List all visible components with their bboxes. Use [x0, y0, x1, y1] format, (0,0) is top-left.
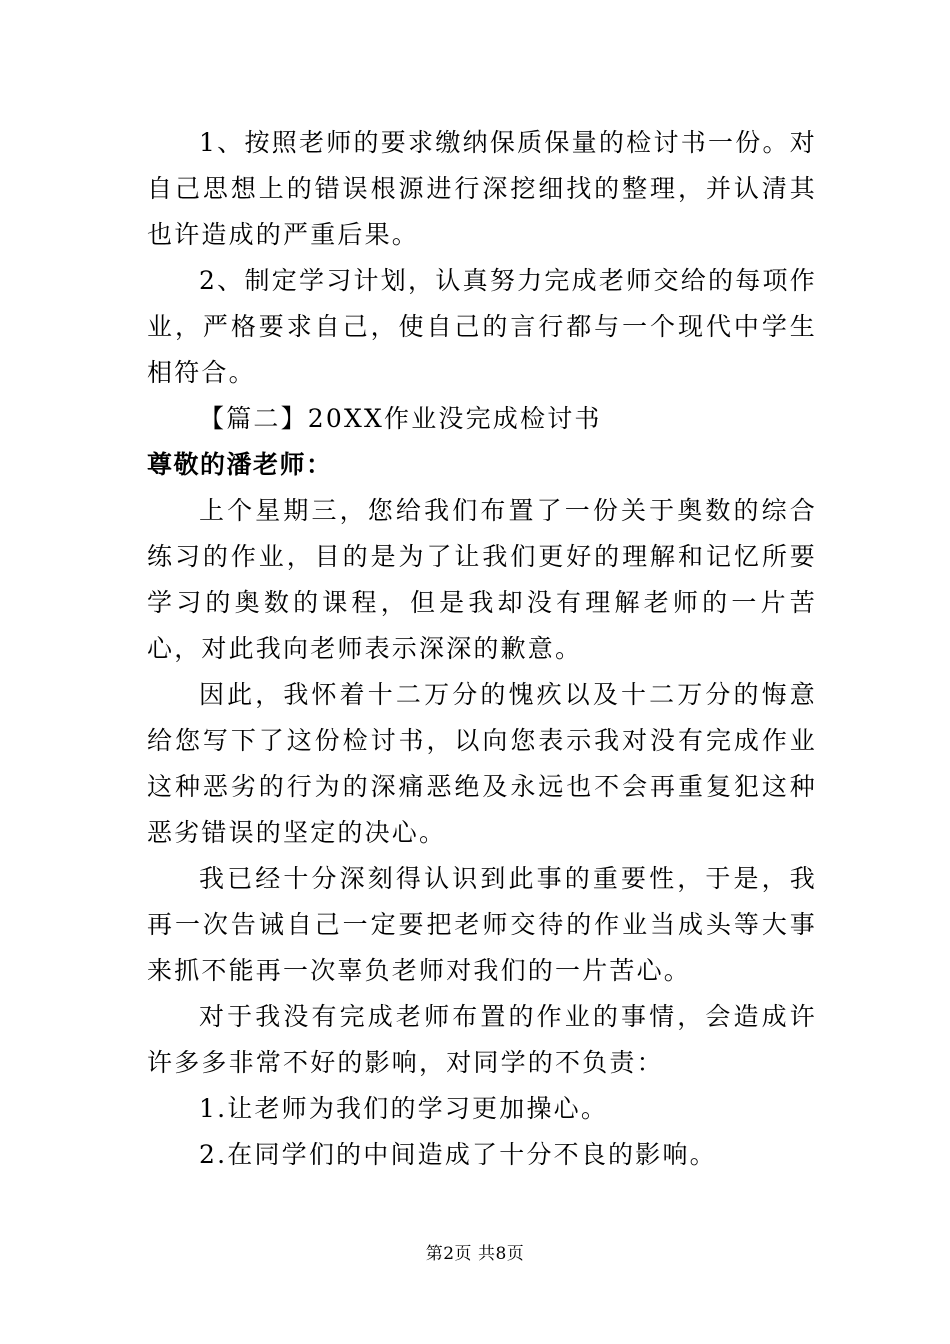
body-paragraph: 上个星期三，您给我们布置了一份关于奥数的综合练习的作业，目的是为了让我们更好的理解和记忆所要学习的奥数的课程，但是我却没有理解老师的一片苦心，对此我向老师表示深深的歉意。	[147, 496, 817, 663]
body-paragraph: 对于我没有完成老师布置的作业的事情，会造成许许多多非常不好的影响，对同学的不负责：	[147, 1002, 817, 1077]
section-heading: 【篇二】20XX作业没完成检讨书	[199, 404, 602, 433]
paragraph-item-1: 1、按照老师的要求缴纳保质保量的检讨书一份。对自己思想上的错误根源进行深挖细找的整理，并认清其也许造成的严重后果。	[147, 128, 817, 249]
document-body	[147, 120, 817, 1178]
list-item: 1.让老师为我们的学习更加操心。	[199, 1094, 609, 1123]
body-paragraph: 我已经十分深刻得认识到此事的重要性，于是，我再一次告诫自己一定要把老师交待的作业当成头等大事来抓不能再一次辜负老师对我们的一片苦心。	[147, 864, 817, 985]
body-paragraph: 因此，我怀着十二万分的愧疚以及十二万分的悔意给您写下了这份检讨书，以向您表示我对没有完成作业这种恶劣的行为的深痛恶绝及永远也不会再重复犯这种恶劣错误的坚定的决心。	[147, 680, 817, 847]
paragraph-item-2: 2、制定学习计划，认真努力完成老师交给的每项作业，严格要求自己，使自己的言行都与一个现代中学生相符合。	[147, 266, 817, 387]
page-footer: 第2页 共8页	[425, 1244, 525, 1264]
salutation: 尊敬的潘老师：	[147, 450, 333, 479]
list-item: 2.在同学们的中间造成了十分不良的影响。	[199, 1140, 717, 1169]
